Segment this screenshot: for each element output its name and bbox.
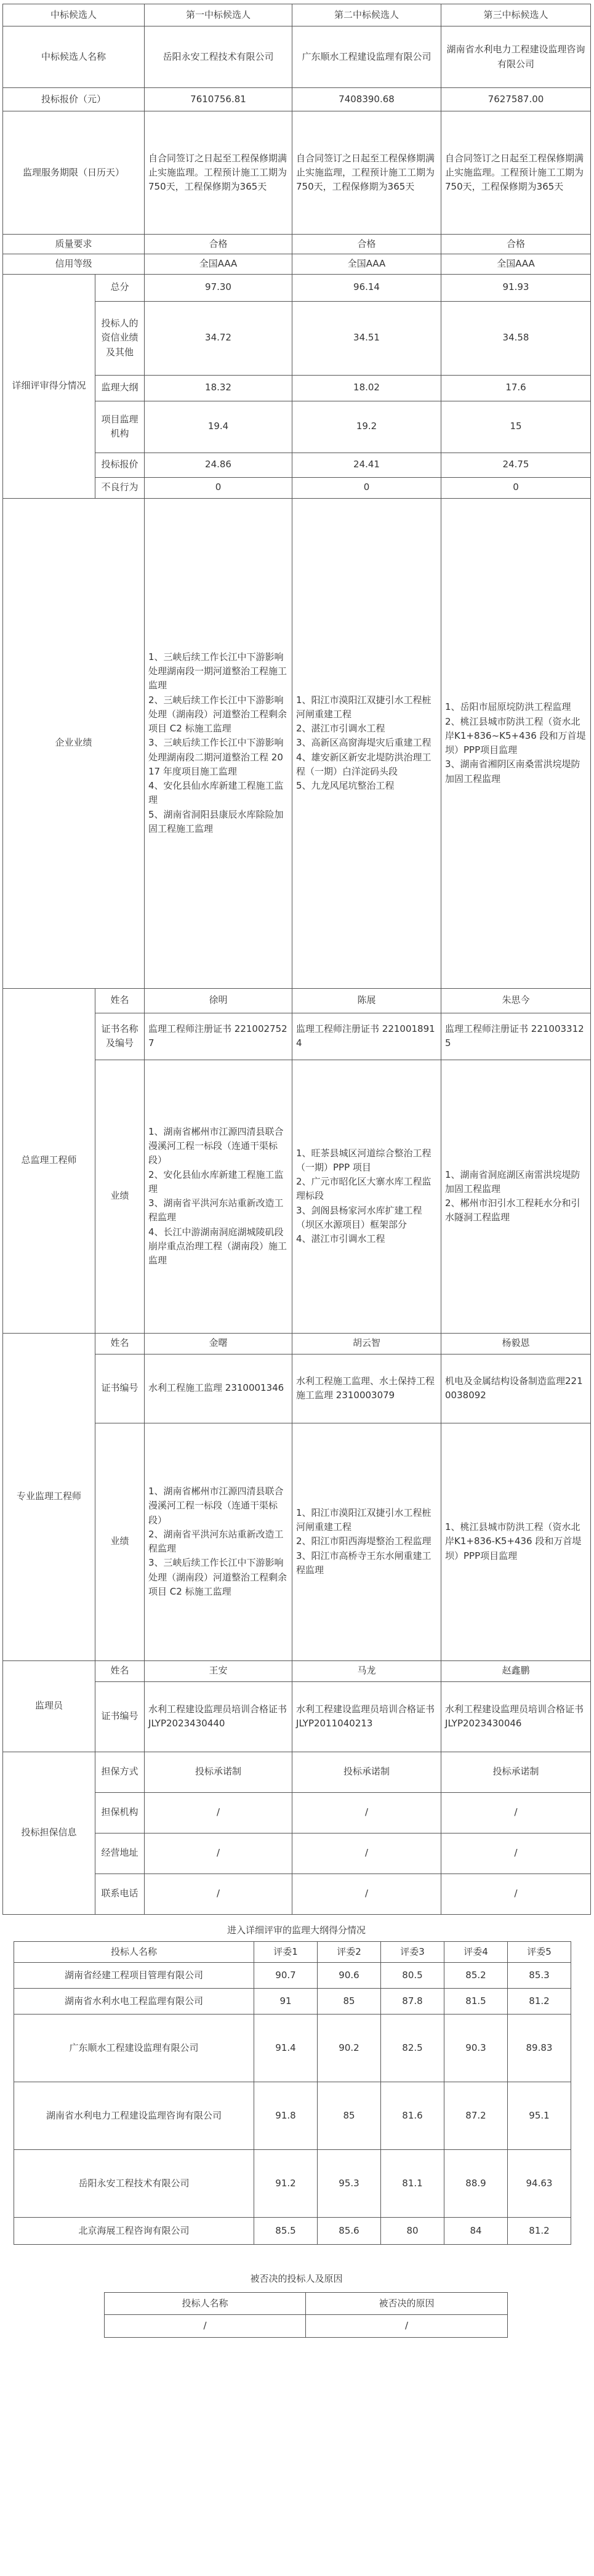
performance-line: 3、阳江市高桥寺王东水闸重建工程监理 bbox=[296, 1550, 431, 1576]
score-value: 18.02 bbox=[292, 375, 441, 401]
cand1-name: 岳阳永安工程技术有限公司 bbox=[145, 26, 292, 88]
performance-line: 3、高新区高窗海堤灾后重建工程 bbox=[296, 737, 431, 749]
score-value: 24.41 bbox=[292, 453, 441, 477]
score-cell: 85.6 bbox=[318, 2217, 381, 2244]
person-name: 王安 bbox=[145, 1660, 292, 1681]
person-name: 胡云智 bbox=[292, 1333, 441, 1354]
performance-line: 1、湖南省郴州市江源四清县联合漫溪河工程一标段（连通干渠标段） bbox=[148, 1125, 284, 1166]
person-name: 马龙 bbox=[292, 1660, 441, 1681]
period-row bbox=[3, 111, 591, 235]
score-cell: 81.1 bbox=[381, 2149, 444, 2217]
supervisor-group-label: 监理员 bbox=[3, 1660, 95, 1752]
cand1-credit: 全国AAA bbox=[145, 254, 292, 274]
performance-line: 1、三峡后续工作长江中下游影响处理湖南段一期河道整治工程施工监理 bbox=[148, 651, 287, 691]
performance-line: 3、三峡后续工作长江中下游影响处理湖南段二期河道整治工程 2017 年度项目施工监理 bbox=[148, 737, 284, 777]
table-row bbox=[14, 1988, 571, 2014]
score-cell: 85.5 bbox=[254, 2217, 318, 2244]
pro-group-label: 专业监理工程师 bbox=[3, 1333, 95, 1660]
score-cell: 85 bbox=[318, 2082, 381, 2149]
cert-value: 水利工程建设监理员培训合格证书 JLYP2011040213 bbox=[292, 1681, 441, 1752]
cert-value: 水利工程建设监理员培训合格证书 JLYP2023430440 bbox=[145, 1681, 292, 1752]
performance-line: 1、桃江县城市防洪工程（资水北岸K1+836-K5+436 段和万首堤坝）PPP项目监理 bbox=[445, 1521, 582, 1561]
name-row bbox=[3, 26, 591, 88]
score-value: 19.2 bbox=[292, 401, 441, 453]
person-name: 金曙 bbox=[145, 1333, 292, 1354]
performance-line: 1、岳阳市屈原垸防洪工程监理 bbox=[445, 701, 571, 713]
row-label: 监理服务期限（日历天） bbox=[3, 111, 145, 235]
row-label: 信用等级 bbox=[3, 254, 145, 274]
score-value: 24.75 bbox=[441, 453, 591, 477]
row-label: 企业业绩 bbox=[3, 498, 145, 988]
field-label: 姓名 bbox=[95, 988, 145, 1013]
score-cell: 90.2 bbox=[318, 2014, 381, 2082]
performance-line: 2、安化县仙水库新建工程施工监理 bbox=[148, 1169, 284, 1194]
performance-line: 4、湛江市引调水工程 bbox=[296, 1233, 385, 1245]
outline-caption: 进入详细评审的监理大纲得分情况 bbox=[227, 1924, 366, 1936]
header-item: 中标候选人 bbox=[3, 4, 145, 26]
cand2-quality: 合格 bbox=[292, 235, 441, 254]
cand1-price: 7610756.81 bbox=[145, 88, 292, 111]
score-cell: 90.3 bbox=[444, 2014, 508, 2082]
performance-line: 2、广元市昭化区大寨水库工程监理标段 bbox=[296, 1176, 431, 1202]
cand2-name: 广东顺水工程建设监理有限公司 bbox=[292, 26, 441, 88]
bidder-name: 广东顺水工程建设监理有限公司 bbox=[14, 2014, 254, 2082]
score-cell: 85.3 bbox=[508, 1962, 571, 1988]
performance-line: 2、三峡后续工作长江中下游影响处理（湖南段）河道整治工程剩余项目 C2 标施工监理 bbox=[148, 694, 287, 735]
field-label: 经营地址 bbox=[95, 1833, 145, 1874]
table-row bbox=[14, 1962, 571, 1988]
column-header: 被否决的原因 bbox=[306, 2293, 508, 2315]
rejected-header-row bbox=[105, 2293, 508, 2315]
cert-value: 监理工程师注册证书 2210027527 bbox=[145, 1013, 292, 1060]
guarantee-value: / bbox=[441, 1874, 591, 1914]
performance-line: 3、湖南省平洪河东站重新改造工程监理 bbox=[148, 1197, 284, 1223]
rejected-table bbox=[104, 2292, 508, 2338]
guarantee-value: / bbox=[441, 1792, 591, 1833]
chief-group-label: 总监理工程师 bbox=[3, 988, 95, 1333]
header-cand2: 第二中标候选人 bbox=[292, 4, 441, 26]
score-cell: 95.3 bbox=[318, 2149, 381, 2217]
chief-name-row bbox=[3, 988, 591, 1013]
row-label: 投标报价（元） bbox=[3, 88, 145, 111]
cand1-performance bbox=[145, 498, 292, 988]
score-label: 项目监理机构 bbox=[95, 401, 145, 453]
score-cell: 82.5 bbox=[381, 2014, 444, 2082]
price-row bbox=[3, 88, 591, 111]
field-label: 证书编号 bbox=[95, 1354, 145, 1423]
column-header: 评委4 bbox=[444, 1941, 508, 1962]
cand2-performance bbox=[292, 498, 441, 988]
performance-line: 2、湛江市引调水工程 bbox=[296, 723, 385, 735]
bidder-name: 北京海展工程咨询有限公司 bbox=[14, 2217, 254, 2244]
score-value: 96.14 bbox=[292, 274, 441, 301]
score-value: 19.4 bbox=[145, 401, 292, 453]
cert-value: 机电及金属结构设备制造监理2210038092 bbox=[441, 1354, 591, 1423]
field-label: 证书名称及编号 bbox=[95, 1013, 145, 1060]
performance-line: 5、湖南省洞阳县康辰水库除险加固工程施工监理 bbox=[148, 808, 284, 834]
table-row bbox=[105, 2315, 508, 2337]
row-label: 中标候选人名称 bbox=[3, 26, 145, 88]
cand3-name: 湖南省水利电力工程建设监理咨询有限公司 bbox=[441, 26, 591, 88]
performance-line: 5、九龙风尾坑整治工程 bbox=[296, 780, 395, 792]
bidder-name: 湖南省经建工程项目管理有限公司 bbox=[14, 1962, 254, 1988]
score-cell: 81.5 bbox=[444, 1988, 508, 2014]
cand1-quality: 合格 bbox=[145, 235, 292, 254]
guarantee-value: / bbox=[145, 1833, 292, 1874]
performance-line: 4、长江中游湖南洞庭湖城陵矶段崩岸重点治理工程（湖南段）施工监理 bbox=[148, 1226, 287, 1266]
performance-line: 1、湖南省郴州市江源四清县联合漫溪河工程一标段（连通干渠标段） bbox=[148, 1486, 284, 1526]
score-cell: 81.2 bbox=[508, 2217, 571, 2244]
score-label: 总分 bbox=[95, 274, 145, 301]
score-group-label: 详细评审得分情况 bbox=[3, 274, 95, 498]
rejected-caption: 被否决的投标人及原因 bbox=[250, 2272, 343, 2284]
score-cell: 80.5 bbox=[381, 1962, 444, 1988]
guarantee-value: 投标承诺制 bbox=[292, 1752, 441, 1792]
field-label: 姓名 bbox=[95, 1660, 145, 1681]
pro-name-row bbox=[3, 1333, 591, 1354]
column-header: 评委1 bbox=[254, 1941, 318, 1962]
cand3-period: 自合同签订之日起至工程保修期满止实施监理。工程预计施工工期为750天，工程保修期为365天 bbox=[441, 111, 591, 235]
column-header: 投标人名称 bbox=[14, 1941, 254, 1962]
score-label: 投标人的资信业绩及其他 bbox=[95, 301, 145, 375]
score-cell: 80 bbox=[381, 2217, 444, 2244]
field-label: 姓名 bbox=[95, 1333, 145, 1354]
rejected-reason: / bbox=[306, 2315, 508, 2337]
guarantee-value: / bbox=[441, 1833, 591, 1874]
cand3-price: 7627587.00 bbox=[441, 88, 591, 111]
quality-row bbox=[3, 235, 591, 254]
performance-line: 3、三峡后续工作长江中下游影响处理（湖南段）河道整治工程剩余项目 C2 标施工监理 bbox=[148, 1557, 287, 1597]
field-label: 业绩 bbox=[95, 1060, 145, 1333]
supervisor-name-row bbox=[3, 1660, 591, 1681]
bidder-name: 湖南省水利电力工程建设监理咨询有限公司 bbox=[14, 2082, 254, 2149]
score-label: 监理大纲 bbox=[95, 375, 145, 401]
guarantee-value: / bbox=[145, 1792, 292, 1833]
header-cand3: 第三中标候选人 bbox=[441, 4, 591, 26]
performance-line: 1、阳江市漠阳江双捷引水工程桩河闸重建工程 bbox=[296, 1507, 431, 1533]
performance-line: 2、阳江市阳西海堤整治工程监理 bbox=[296, 1536, 431, 1547]
score-cell: 84 bbox=[444, 2217, 508, 2244]
outline-header-row bbox=[14, 1941, 571, 1962]
score-cell: 91.8 bbox=[254, 2082, 318, 2149]
person-name: 陈展 bbox=[292, 988, 441, 1013]
performance-line: 1、旺茶县城区河道综合整治工程（一期）PPP 项目 bbox=[296, 1147, 431, 1173]
score-cell: 95.1 bbox=[508, 2082, 571, 2149]
score-value: 0 bbox=[145, 477, 292, 498]
cert-value: 水利工程建设监理员培训合格证书 JLYP2023430046 bbox=[441, 1681, 591, 1752]
score-cell: 91.2 bbox=[254, 2149, 318, 2217]
row-label: 质量要求 bbox=[3, 235, 145, 254]
person-name: 杨毅恩 bbox=[441, 1333, 591, 1354]
credit-row bbox=[3, 254, 591, 274]
score-cell: 91 bbox=[254, 1988, 318, 2014]
column-header: 投标人名称 bbox=[105, 2293, 306, 2315]
guarantee-row bbox=[3, 1752, 591, 1792]
guarantee-value: / bbox=[145, 1874, 292, 1914]
score-cell: 85 bbox=[318, 1988, 381, 2014]
performance-line: 1、湖南省洞庭湖区南雷洪垸堤防加固工程监理 bbox=[445, 1169, 580, 1194]
performance-line: 4、安化县仙水库新建工程施工监理 bbox=[148, 780, 284, 806]
cand2-period: 自合同签订之日起至工程保修期满止实施监理，工程预计施工工期为750天，工程保修期为365天 bbox=[292, 111, 441, 235]
score-cell: 85.2 bbox=[444, 1962, 508, 1988]
header-row bbox=[3, 4, 591, 26]
performance-line: 1、阳江市漠阳江双捷引水工程桩河闸重建工程 bbox=[296, 694, 431, 720]
person-name: 朱思今 bbox=[441, 988, 591, 1013]
score-cell: 94.63 bbox=[508, 2149, 571, 2217]
table-row bbox=[14, 2082, 571, 2149]
bidder-name: 岳阳永安工程技术有限公司 bbox=[14, 2149, 254, 2217]
column-header: 评委3 bbox=[381, 1941, 444, 1962]
cert-value: 水利工程施工监理 2310001346 bbox=[145, 1354, 292, 1423]
cand1-period: 自合同签订之日起至工程保修期满止实施监理。工程预计施工工期为750天，工程保修期为365天 bbox=[145, 111, 292, 235]
score-value: 24.86 bbox=[145, 453, 292, 477]
score-value: 17.6 bbox=[441, 375, 591, 401]
person-performance bbox=[441, 1423, 591, 1660]
field-label: 证书编号 bbox=[95, 1681, 145, 1752]
score-label: 不良行为 bbox=[95, 477, 145, 498]
performance-line: 3、剑阁县杨家河水库扩建工程（坝区水源项目）框架部分 bbox=[296, 1204, 422, 1230]
performance-line: 2、桃江县城市防洪工程（资水北岸K1+836~K5+436 段和万首堤坝）PPP项目监理 bbox=[445, 715, 586, 755]
person-performance bbox=[292, 1060, 441, 1333]
guarantee-value: / bbox=[292, 1874, 441, 1914]
column-header: 评委5 bbox=[508, 1941, 571, 1962]
field-label: 联系电话 bbox=[95, 1874, 145, 1914]
guarantee-value: 投标承诺制 bbox=[145, 1752, 292, 1792]
score-cell: 89.83 bbox=[508, 2014, 571, 2082]
person-name: 赵鑫鹏 bbox=[441, 1660, 591, 1681]
cand3-quality: 合格 bbox=[441, 235, 591, 254]
table-row bbox=[14, 2217, 571, 2244]
score-cell: 88.9 bbox=[444, 2149, 508, 2217]
outline-table bbox=[14, 1941, 571, 2245]
candidate-table bbox=[2, 4, 591, 1915]
score-value: 34.72 bbox=[145, 301, 292, 375]
table-row bbox=[14, 2014, 571, 2082]
cert-value: 水利工程施工监理、水土保持工程施工监理 2310003079 bbox=[292, 1354, 441, 1423]
cert-value: 监理工程师注册证书 2210018914 bbox=[292, 1013, 441, 1060]
field-label: 业绩 bbox=[95, 1423, 145, 1660]
cand3-performance bbox=[441, 498, 591, 988]
score-cell: 87.2 bbox=[444, 2082, 508, 2149]
cand2-credit: 全国AAA bbox=[292, 254, 441, 274]
performance-row bbox=[3, 498, 591, 988]
guarantee-value: / bbox=[292, 1792, 441, 1833]
score-value: 0 bbox=[441, 477, 591, 498]
guarantee-value: 投标承诺制 bbox=[441, 1752, 591, 1792]
person-performance bbox=[145, 1423, 292, 1660]
field-label: 担保机构 bbox=[95, 1792, 145, 1833]
guarantee-value: / bbox=[292, 1833, 441, 1874]
person-performance bbox=[292, 1423, 441, 1660]
score-cell: 87.8 bbox=[381, 1988, 444, 2014]
cand3-credit: 全国AAA bbox=[441, 254, 591, 274]
person-performance bbox=[145, 1060, 292, 1333]
score-label: 投标报价 bbox=[95, 453, 145, 477]
person-name: 徐明 bbox=[145, 988, 292, 1013]
bidder-name: 湖南省水利水电工程监理有限公司 bbox=[14, 1988, 254, 2014]
score-cell: 81.6 bbox=[381, 2082, 444, 2149]
performance-line: 2、湖南省平洪河东站重新改造工程监理 bbox=[148, 1528, 284, 1554]
score-value: 34.58 bbox=[441, 301, 591, 375]
header-cand1: 第一中标候选人 bbox=[145, 4, 292, 26]
score-value: 91.93 bbox=[441, 274, 591, 301]
score-cell: 91.4 bbox=[254, 2014, 318, 2082]
rejected-name: / bbox=[105, 2315, 306, 2337]
person-performance bbox=[441, 1060, 591, 1333]
performance-line: 2、郴州市汩引水工程耗水分和引水隧洞工程监理 bbox=[445, 1197, 580, 1223]
score-value: 97.30 bbox=[145, 274, 292, 301]
column-header: 评委2 bbox=[318, 1941, 381, 1962]
performance-line: 3、湖南省湘阴区南桑雷洪垸堤防加固工程监理 bbox=[445, 759, 580, 784]
score-cell: 90.7 bbox=[254, 1962, 318, 1988]
guarantee-group-label: 投标担保信息 bbox=[3, 1752, 95, 1914]
score-value: 34.51 bbox=[292, 301, 441, 375]
cert-value: 监理工程师注册证书 2210033125 bbox=[441, 1013, 591, 1060]
cand2-price: 7408390.68 bbox=[292, 88, 441, 111]
score-row bbox=[3, 274, 591, 301]
score-value: 15 bbox=[441, 401, 591, 453]
score-value: 18.32 bbox=[145, 375, 292, 401]
score-cell: 81.2 bbox=[508, 1988, 571, 2014]
field-label: 担保方式 bbox=[95, 1752, 145, 1792]
table-row bbox=[14, 2149, 571, 2217]
performance-line: 4、雄安新区新安北堤防洪治理工程（一期）白洋淀码头段 bbox=[296, 751, 431, 777]
score-cell: 90.6 bbox=[318, 1962, 381, 1988]
score-value: 0 bbox=[292, 477, 441, 498]
